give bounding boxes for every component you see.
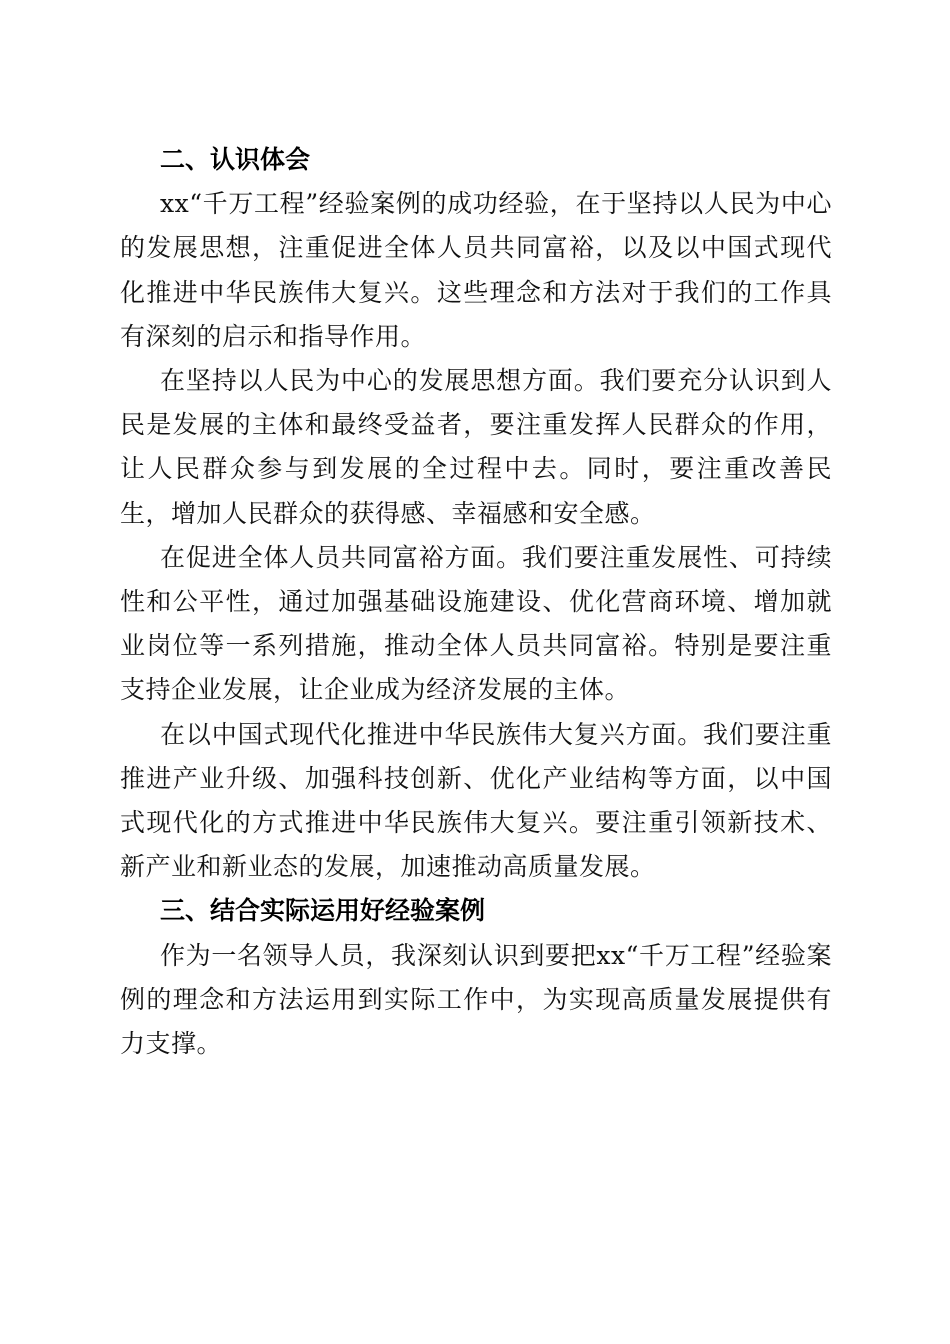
paragraph: xx“千万工程”经验案例的成功经验，在于坚持以人民为中心的发展思想，注重促进全体人员共同富裕，以及以中国式现代化推进中华民族伟大复兴。这些理念和方法对于我们的工作具有深刻的启示和指导作用。 <box>120 189 832 351</box>
document-body <box>120 138 832 1066</box>
paragraph: 在促进全体人员共同富裕方面。我们要注重发展性、可持续性和公平性，通过加强基础设施建设、优化营商环境、增加就业岗位等一系列措施，推动全体人员共同富裕。特别是要注重支持企业发展，让企业成为经济发展的主体。 <box>120 542 832 705</box>
paragraph: 在以中国式现代化推进中华民族伟大复兴方面。我们要注重推进产业升级、加强科技创新、优化产业结构等方面，以中国式现代化的方式推进中华民族伟大复兴。要注重引领新技术、新产业和新业态的发展，加速推动高质量发展。 <box>120 719 832 882</box>
paragraph: 作为一名领导人员，我深刻认识到要把xx“千万工程”经验案例的理念和方法运用到实际工作中，为实现高质量发展提供有力支撑。 <box>120 940 832 1059</box>
section-heading-2: 二、认识体会 <box>160 145 311 174</box>
paragraph: 在坚持以人民为中心的发展思想方面。我们要充分认识到人民是发展的主体和最终受益者，要注重发挥人民群众的作用，让人民群众参与到发展的全过程中去。同时，要注重改善民生，增加人民群众的获得感、幸福感和安全感。 <box>120 366 832 528</box>
section-heading-3: 三、结合实际运用好经验案例 <box>160 896 486 926</box>
